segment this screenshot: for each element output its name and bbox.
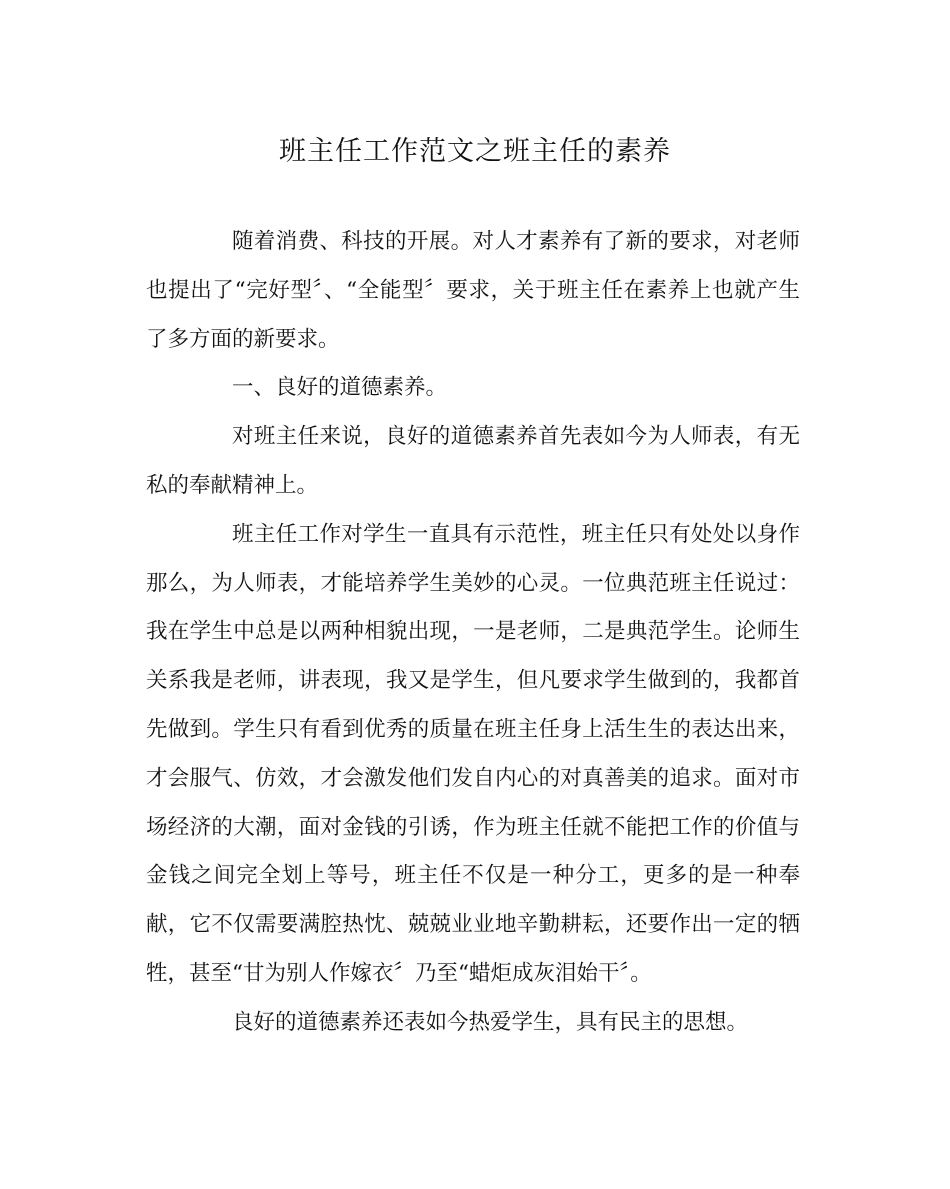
document-title: 班主任工作范文之班主任的素养 bbox=[279, 136, 671, 167]
document-body bbox=[146, 218, 800, 1048]
paragraph-love-students: 良好的道德素养还表如今热爱学生，具有民主的思想。 bbox=[232, 1009, 749, 1035]
paragraph-role-model: 班主任工作对学生一直具有示范性，班主任只有处处以身作那么，为人师表，才能培养学生美妙的心灵。一位典范班主任说过：我在学生中总是以两种相貌出现，一是老师，二是典范学生。论师生关系我是老师，讲表现，我又是学生，但凡要求学生做到的，我都首先做到。学生只有看到优秀的质量在班主任身上活生生的表达出来，才会服气、仿效，才会激发他们发自内心的对真善美的追求。面对市场经济的大潮，面对金钱的引诱，作为班主任就不能把工作的价值与金钱之间完全划上等号，班主任不仅是一种分工，更多的是一种奉献，它不仅需要满腔热忱、兢兢业业地辛勤耕耘，还要作出一定的牺牲，甚至“甘为别人作嫁衣〞乃至“蜡炬成灰泪始干〞。 bbox=[146, 521, 800, 986]
section-heading-moral: 一、良好的道德素养。 bbox=[232, 375, 448, 401]
paragraph-intro: 随着消费、科技的开展。对人才素养有了新的要求，对老师也提出了“完好型〞、“全能型〞要求，关于班主任在素养上也就产生了多方面的新要求。 bbox=[146, 229, 800, 352]
paragraph-moral-definition: 对班主任来说，良好的道德素养首先表如今为人师表，有无私的奉献精神上。 bbox=[146, 424, 800, 498]
